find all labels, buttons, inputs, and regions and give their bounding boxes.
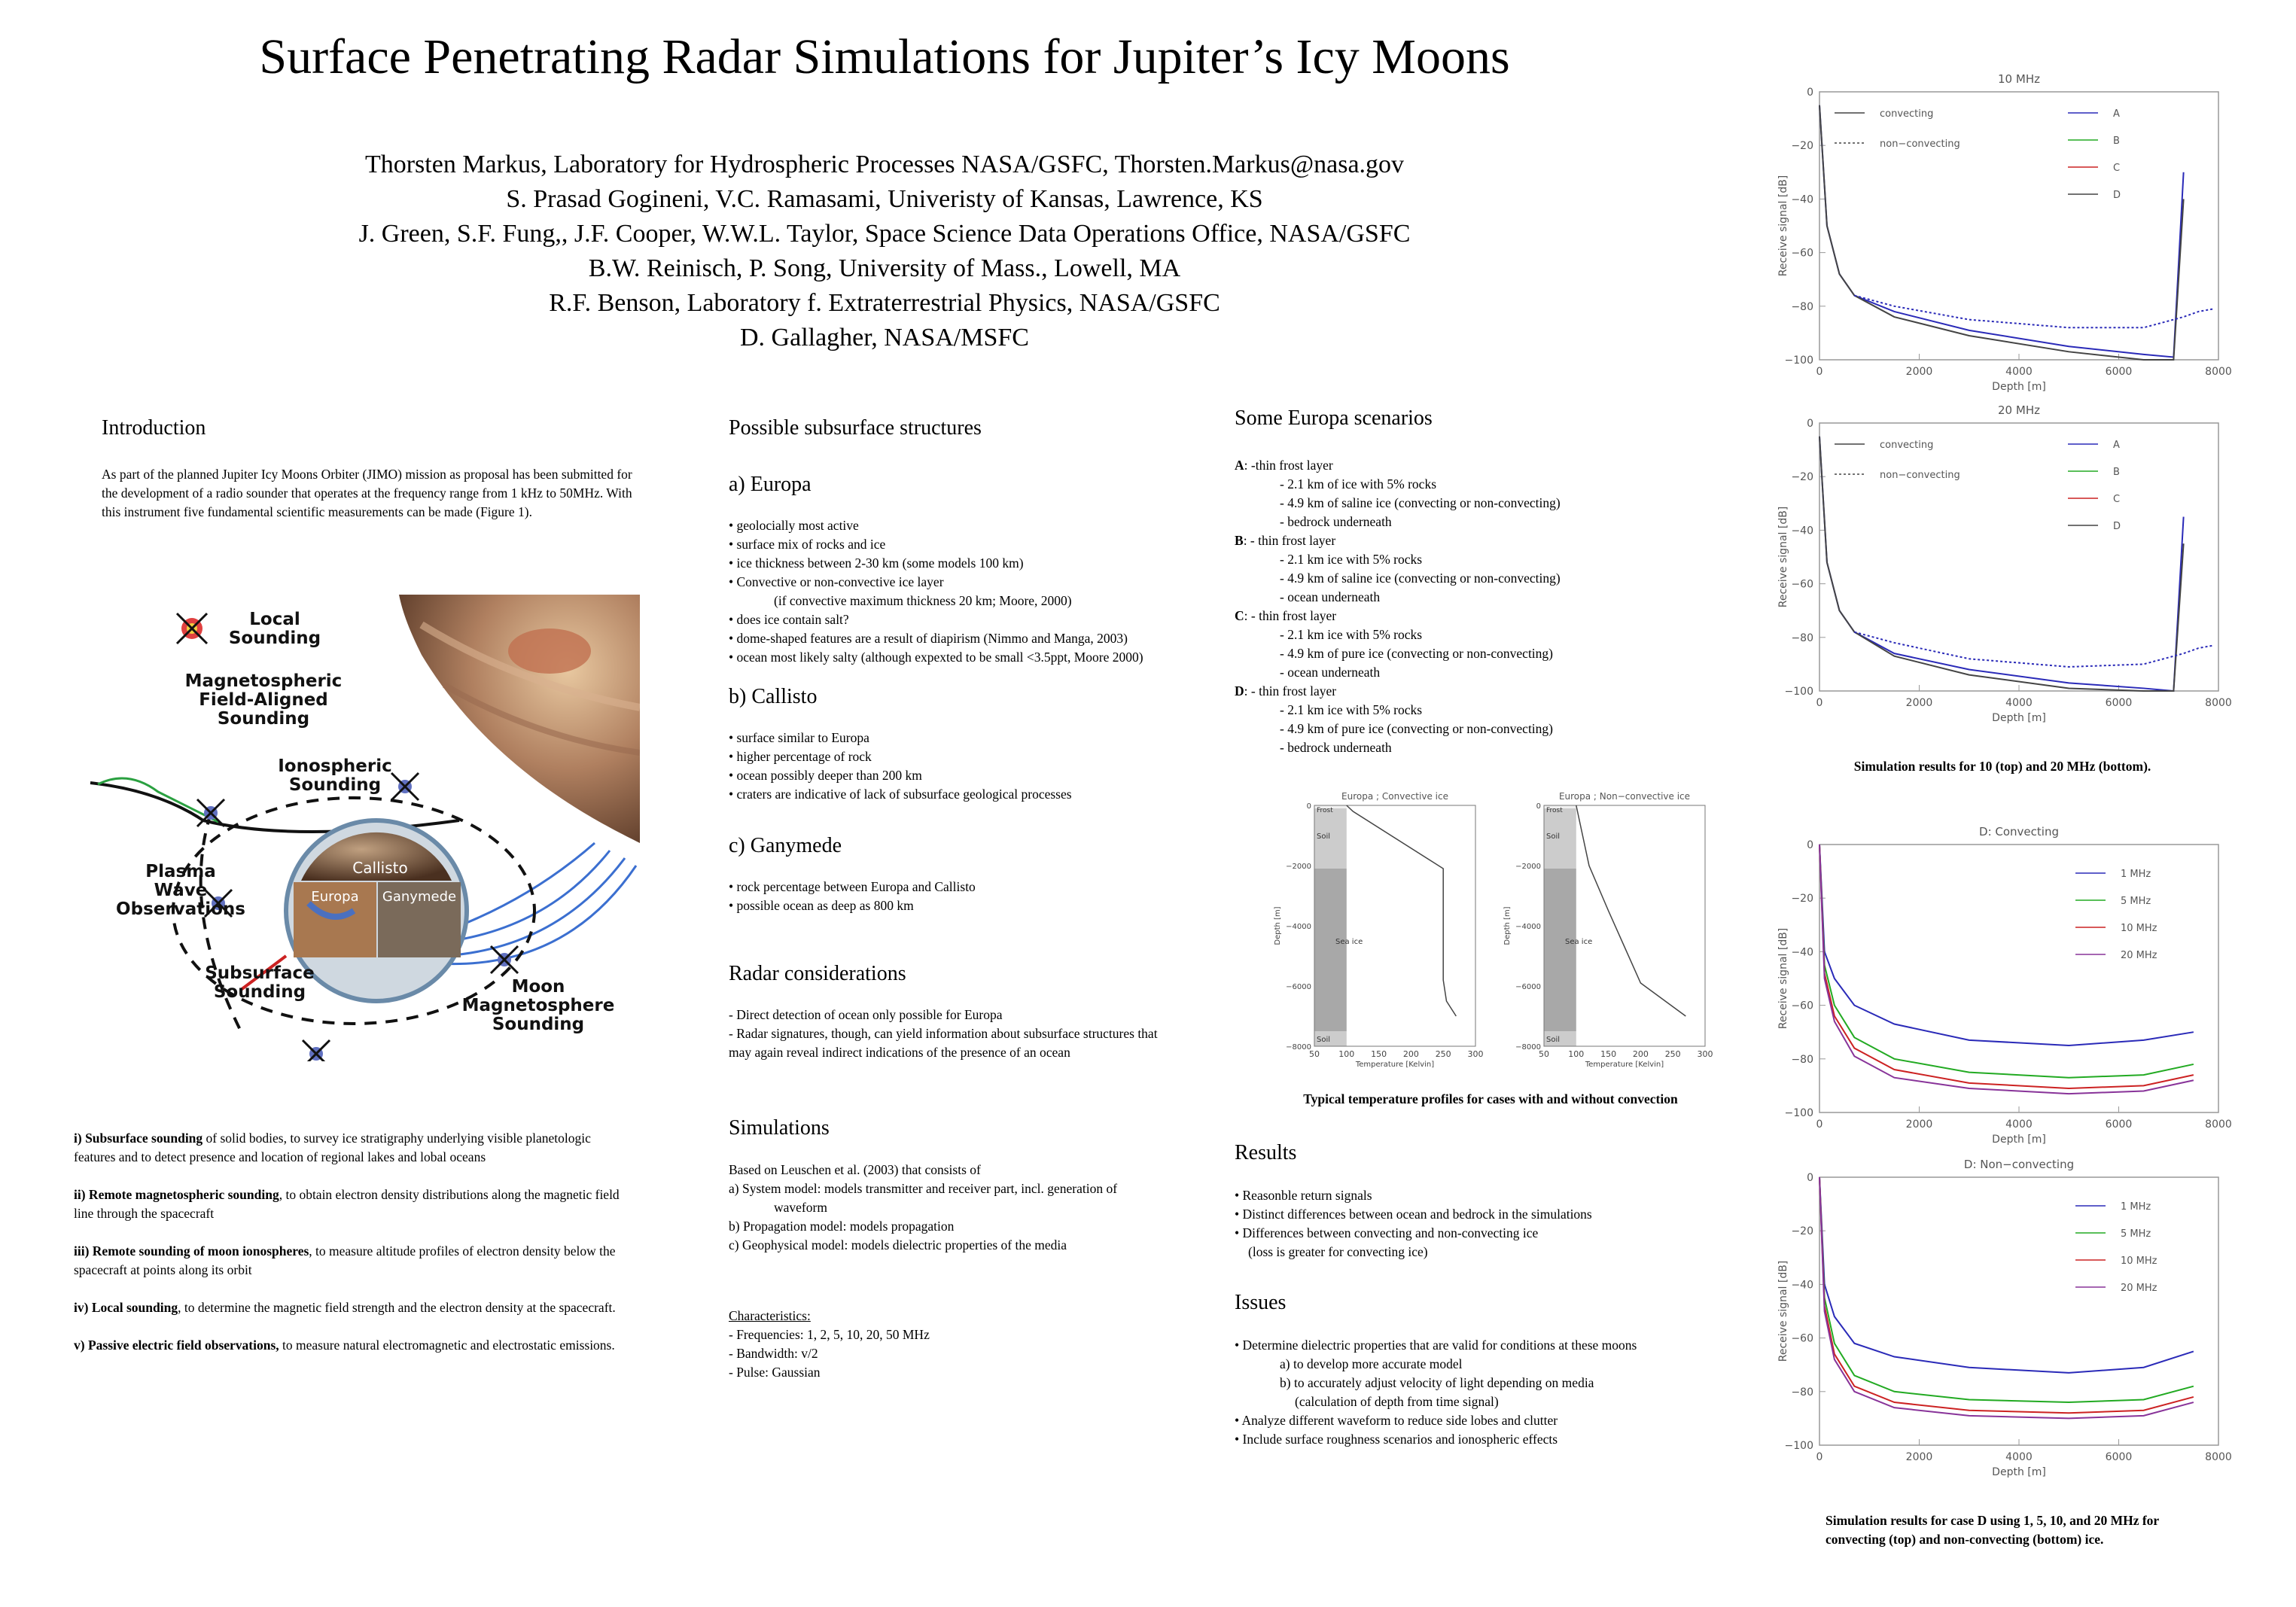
moon-magnetosphere-label: Magnetosphere [461,996,615,1015]
callisto-bullets [729,729,1241,804]
y-tick-label: −20 [1791,893,1813,905]
y-tick-label: 0 [1807,1172,1813,1184]
ganymede-label: Ganymede [382,889,457,905]
legend-label: B [2113,135,2120,147]
x-tick-label: 8000 [2205,366,2232,378]
plot-frame [1819,423,2218,691]
series-line [1819,105,2184,358]
list-item: iii) Remote sounding of moon ionospheres, to measure altitude profiles of electron density below the spacecraft at points along its orbit [74,1243,616,1277]
list-item: • rock percentage between Europa and Callisto [729,879,976,894]
list-item: • Determine dielectric properties that are valid for conditions at these moons [1235,1338,1637,1353]
y-tick-label: −40 [1791,946,1813,959]
legend-label: B [2113,467,2120,478]
scenario-item: C: - thin frost layer [1235,608,1337,623]
y-tick-label: −2000 [1515,863,1541,871]
y-axis-label: Receive signal [dB] [1777,506,1789,608]
x-tick-label: 8000 [2205,1451,2232,1463]
x-tick-label: 100 [1568,1049,1585,1059]
y-tick-label: −4000 [1515,923,1541,931]
plasma-wave-label: Plasma [145,862,216,881]
x-tick-label: 0 [1816,697,1823,709]
x-tick-label: 250 [1435,1049,1451,1059]
moon-magnetosphere-label: Sounding [492,1015,585,1034]
x-axis-label: Temperature [Kelvin] [1355,1061,1435,1069]
spacecraft-icon [303,1040,330,1061]
list-item: iv) Local sounding, to determine the magnetic field strength and the electron density at the spacecraft. [74,1300,616,1315]
x-tick-label: 150 [1600,1049,1617,1059]
y-tick-label: −100 [1784,355,1813,367]
results-list [1235,1186,1746,1262]
intro-heading: Introduction [102,416,206,440]
x-tick-label: 50 [1309,1049,1320,1059]
legend-label: C [2113,494,2121,505]
text-line: - 4.9 km of pure ice (convecting or non-convecting) [1280,721,1553,736]
text-line: - ocean underneath [1280,665,1381,680]
y-tick-label: 0 [1807,418,1813,430]
legend-label: 10 MHz [2121,923,2157,934]
chart-title: 10 MHz [1998,72,2040,86]
y-tick-label: 0 [1807,839,1813,851]
list-item: (loss is greater for convecting ice) [1248,1244,1428,1259]
x-tick-label: 6000 [2105,1451,2133,1463]
y-axis-label: Depth [m] [1503,906,1512,945]
structures-heading: Possible subsurface structures [729,416,982,440]
list-item: (calculation of depth from time signal) [1295,1394,1499,1409]
legend-label: non−convecting [1880,470,1960,481]
list-item: i) Subsurface sounding of solid bodies, to survey ice stratigraphy underlying visible planetologic features and to detect presence and location of regional lakes and lobal oceans [74,1131,591,1164]
list-item: • ocean most likely salty (although expexted to be small <3.5ppt, Moore 2000) [729,650,1143,665]
y-tick-label: −60 [1791,1332,1813,1345]
author-line: S. Prasad Gogineni, V.C. Ramasami, Univeristy of Kansas, Lawrence, KS [506,185,1263,213]
y-tick-label: −40 [1791,1279,1813,1292]
legend-label: D [2113,521,2121,532]
y-tick-label: −6000 [1286,983,1311,991]
layer-band [1544,869,1576,1031]
radar-text [729,1006,1173,1062]
layer-label: Sea ice [1335,938,1363,946]
text-line: Based on Leuschen et al. (2003) that consists of [729,1162,981,1177]
local-sounding-label: Sounding [228,628,321,648]
list-item: • geolocially most active [729,518,859,533]
y-tick-label: 0 [1306,802,1311,811]
radar-heading: Radar considerations [729,962,906,985]
scenarios-heading: Some Europa scenarios [1235,406,1433,430]
list-item: • Differences between convecting and non-convecting ice [1235,1225,1539,1240]
x-tick-label: 50 [1539,1049,1549,1059]
legend-label: 20 MHz [2121,950,2157,961]
x-tick-label: 4000 [2005,1451,2033,1463]
series-line [1854,632,2213,667]
y-tick-label: −20 [1791,1225,1813,1238]
temperature-chart-convective [1272,789,1491,1075]
x-axis-label: Temperature [Kelvin] [1585,1061,1664,1069]
list-item: • surface similar to Europa [729,730,869,745]
list-item: • surface mix of rocks and ice [729,537,886,552]
x-tick-label: 8000 [2205,697,2232,709]
caption-top: Simulation results for 10 (top) and 20 MHz (bottom). [1853,759,2151,774]
subsurface-label: Sounding [213,982,306,1002]
y-tick-label: −100 [1784,1440,1813,1452]
text-line: - Bandwidth: v/2 [729,1346,818,1361]
author-line: R.F. Benson, Laboratory f. Extraterrestrial Physics, NASA/GSFC [549,289,1220,317]
x-tick-label: 200 [1402,1049,1419,1059]
list-item: a) to develop more accurate model [1280,1356,1463,1371]
legend-label: convecting [1880,440,1934,451]
layer-label: Soil [1317,1036,1331,1044]
chart-title: Europa ; Convective ice [1341,791,1448,802]
scenario-item: A: -thin frost layer [1235,458,1333,473]
y-tick-label: −60 [1791,1000,1813,1012]
y-tick-label: −100 [1784,1107,1813,1119]
field-aligned-label: Magnetospheric [184,671,343,691]
y-tick-label: −80 [1791,1053,1813,1066]
list-item: • Reasonble return signals [1235,1188,1372,1203]
poster-title: Surface Penetrating Radar Simulations for Jupiter’s Icy Moons [259,29,1510,84]
x-tick-label: 0 [1816,366,1823,378]
layer-label: Soil [1546,832,1561,841]
y-tick-label: −2000 [1286,863,1311,871]
list-item: v) Passive electric field observations, to measure natural electromagnetic and electrostatic emissions. [74,1338,615,1353]
list-item: • ocean possibly deeper than 200 km [729,768,922,783]
list-item: • craters are indicative of lack of subsurface geological processes [729,787,1072,802]
legend-label: A [2113,440,2120,451]
simulations-text [729,1161,1241,1255]
x-tick-label: 4000 [2005,366,2033,378]
legend-label: 5 MHz [2121,1228,2151,1240]
series-line [1576,805,1686,1016]
author-line: Thorsten Markus, Laboratory for Hydrospheric Processes NASA/GSFC, Thorsten.Markus@nasa.gov [364,151,1405,178]
chart-title: Europa ; Non−convective ice [1558,791,1691,802]
author-line: B.W. Reinisch, P. Song, University of Mass., Lowell, MA [588,254,1181,282]
scenario-item: B: - thin frost layer [1235,533,1336,548]
simulations-heading: Simulations [729,1116,830,1140]
list-item: • possible ocean as deep as 800 km [729,898,914,913]
text-line: c) Geophysical model: models dielectric properties of the media [729,1237,1067,1252]
text-line: - Frequencies: 1, 2, 5, 10, 20, 50 MHz [729,1327,930,1342]
list-item: • Include surface roughness scenarios and ionospheric effects [1235,1432,1558,1447]
legend-label: 10 MHz [2121,1255,2157,1267]
list-item: • does ice contain salt? [729,612,849,627]
layer-label: Frost [1317,807,1333,814]
legend-label: 20 MHz [2121,1283,2157,1294]
list-item: • Distinct differences between ocean and bedrock in the simulations [1235,1207,1592,1222]
legend-label: 5 MHz [2121,896,2151,907]
chart-20mhz [1773,399,2232,730]
plot-frame [1819,92,2218,360]
characteristics [729,1307,1241,1382]
x-tick-label: 150 [1371,1049,1387,1059]
plot-frame [1819,1177,2218,1445]
author-line: J. Green, S.F. Fung,, J.F. Cooper, W.W.L. Taylor, Space Science Data Operations Office, NASA/GSFC [358,220,1411,248]
field-aligned-label: Sounding [217,709,310,729]
text-line: - 4.9 km of pure ice (convecting or non-convecting) [1280,646,1553,661]
series-line [1347,805,1457,1016]
y-tick-label: −40 [1791,193,1813,206]
legend-label: convecting [1880,108,1934,120]
y-tick-label: −4000 [1286,923,1311,931]
text-line: - 2.1 km of ice with 5% rocks [1280,476,1437,492]
x-tick-label: 2000 [1905,366,1933,378]
series-line [1819,845,2194,1094]
text-line: - 2.1 km ice with 5% rocks [1280,627,1423,642]
y-axis-label: Receive signal [dB] [1777,175,1789,277]
scenario-item: D: - thin frost layer [1235,683,1337,698]
europa-heading: a) Europa [729,473,812,496]
temperature-chart-nonconvective [1502,789,1720,1075]
local-sounding-label: Local [249,610,300,629]
ionospheric-label: Sounding [288,775,382,795]
text-line: - Pulse: Gaussian [729,1365,821,1380]
x-tick-label: 2000 [1905,697,1933,709]
y-tick-label: 0 [1536,802,1541,811]
y-tick-label: −60 [1791,247,1813,260]
text-line: - bedrock underneath [1280,514,1392,529]
callisto-heading: b) Callisto [729,685,818,708]
x-tick-label: 100 [1338,1049,1355,1059]
caption-line: Simulation results for case D using 1, 5, 10, and 20 MHz for [1826,1513,2160,1528]
list-item: • ice thickness between 2-30 km (some models 100 km) [729,555,1024,571]
text-line: - 2.1 km ice with 5% rocks [1280,702,1423,717]
caption-line: convecting (top) and non-convecting (bottom) ice. [1826,1532,2104,1547]
chart-title: D: Convecting [1979,825,2059,839]
text-line: - 4.9 km of saline ice (convecting or non-convecting) [1280,495,1561,510]
author-list [0,148,1769,355]
x-tick-label: 0 [1816,1451,1823,1463]
chart-10mhz [1773,68,2232,399]
y-tick-label: −100 [1784,686,1813,698]
legend-label: A [2113,108,2120,120]
measurement-list [74,1129,627,1374]
list-item: ii) Remote magnetospheric sounding, to obtain electron density distributions along the magnetic field line through the spacecraft [74,1187,620,1221]
y-tick-label: −6000 [1515,983,1541,991]
x-tick-label: 0 [1816,1119,1823,1131]
intro-text: As part of the planned Jupiter Icy Moons Orbiter (JIMO) mission as proposal has been submitted for the development of a radio sounder that operates at the frequency range from 1 kHz to 50MHz. With this instrument five fundamental scientific measurements can be made (Figure 1). [102,467,632,519]
series-line [1819,437,2184,691]
sounding-diagram [68,595,640,1061]
y-tick-label: −80 [1791,300,1813,313]
scenarios-list [1235,456,1716,757]
list-item: (if convective maximum thickness 20 km; Moore, 2000) [774,593,1072,608]
list-item: b) to accurately adjust velocity of light depending on media [1280,1375,1594,1390]
author-line: D. Gallagher, NASA/MSFC [740,324,1029,352]
series-line [1854,296,2213,328]
europa-bullets [729,516,1241,667]
plasma-wave-label: Observations [116,899,245,919]
y-tick-label: 0 [1807,87,1813,99]
x-axis-label: Depth [m] [1992,1466,2046,1478]
text-line: - ocean underneath [1280,589,1381,604]
plasma-wave-label: Wave [154,881,208,900]
y-tick-label: −40 [1791,525,1813,537]
y-tick-label: −8000 [1286,1043,1311,1052]
y-axis-label: Receive signal [dB] [1777,927,1789,1030]
y-axis-label: Depth [m] [1274,906,1282,945]
x-axis-label: Depth [m] [1992,1134,2046,1146]
ionospheric-label: Ionospheric [278,756,392,776]
text-line: - 2.1 km ice with 5% rocks [1280,552,1423,567]
ganymede-heading: c) Ganymede [729,834,842,857]
legend-label: 1 MHz [2121,1201,2151,1213]
spacecraft-icon [391,773,419,800]
y-tick-label: −60 [1791,578,1813,591]
y-tick-label: −80 [1791,632,1813,644]
issues-heading: Issues [1235,1291,1287,1314]
series-line [1819,1177,2194,1418]
layer-label: Soil [1317,832,1331,841]
text-line: waveform [774,1200,827,1215]
chart-title: 20 MHz [1998,403,2040,417]
legend-label: non−convecting [1880,138,1960,150]
europa-label: Europa [311,889,359,905]
x-tick-label: 250 [1664,1049,1681,1059]
temperature-caption: Typical temperature profiles for cases with and without convection [1303,1091,1678,1106]
list-item: - Radar signatures, though, can yield information about subsurface structures that may again reveal indirect indications of the presence of an ocean [729,1026,1158,1060]
caption-bottom [1826,1511,2277,1549]
series-line [1819,437,2184,691]
x-tick-label: 6000 [2105,366,2133,378]
legend-label: C [2113,163,2121,174]
list-item: • Convective or non-convective ice layer [729,574,944,589]
callisto-label: Callisto [352,859,408,877]
x-tick-label: 6000 [2105,697,2133,709]
x-tick-label: 300 [1697,1049,1713,1059]
text-line: a) System model: models transmitter and receiver part, incl. generation of [729,1181,1118,1196]
legend-label: 1 MHz [2121,869,2151,880]
layer-label: Soil [1546,1036,1561,1044]
chart-d-convecting [1773,820,2232,1152]
legend-label: D [2113,190,2121,201]
layer-label: Sea ice [1565,938,1593,946]
y-axis-label: Receive signal [dB] [1777,1260,1789,1362]
x-tick-label: 200 [1632,1049,1649,1059]
text-line: - 4.9 km of saline ice (convecting or non-convecting) [1280,571,1561,586]
x-tick-label: 2000 [1905,1451,1933,1463]
x-tick-label: 8000 [2205,1119,2232,1131]
y-tick-label: −20 [1791,140,1813,153]
results-heading: Results [1235,1141,1297,1164]
x-axis-label: Depth [m] [1992,712,2046,724]
spacecraft-icon [177,613,207,644]
text-line: b) Propagation model: models propagation [729,1219,955,1234]
issues-list [1235,1336,1762,1449]
y-tick-label: −20 [1791,471,1813,484]
layer-label: Frost [1546,807,1563,814]
layer-band [1314,869,1347,1031]
series-line [1819,845,2194,1088]
x-tick-label: 2000 [1905,1119,1933,1131]
x-tick-label: 6000 [2105,1119,2133,1131]
chart-title: D: Non−convecting [1963,1158,2075,1171]
x-tick-label: 4000 [2005,697,2033,709]
x-axis-label: Depth [m] [1992,381,2046,393]
field-aligned-label: Field-Aligned [199,690,328,710]
moon-magnetosphere-label: Moon [511,977,565,997]
list-item: • Analyze different waveform to reduce side lobes and clutter [1235,1413,1558,1428]
characteristics-heading: Characteristics: [729,1308,811,1323]
list-item: - Direct detection of ocean only possible for Europa [729,1007,1003,1022]
x-tick-label: 300 [1467,1049,1484,1059]
x-tick-label: 4000 [2005,1119,2033,1131]
list-item: • higher percentage of rock [729,749,872,764]
y-tick-label: −8000 [1515,1043,1541,1052]
list-item: • dome-shaped features are a result of diapirism (Nimmo and Manga, 2003) [729,631,1128,646]
ganymede-bullets [729,878,1241,915]
y-tick-label: −80 [1791,1386,1813,1399]
subsurface-label: Subsurface [205,963,315,983]
text-line: - bedrock underneath [1280,740,1392,755]
chart-d-nonconvecting [1773,1153,2232,1484]
